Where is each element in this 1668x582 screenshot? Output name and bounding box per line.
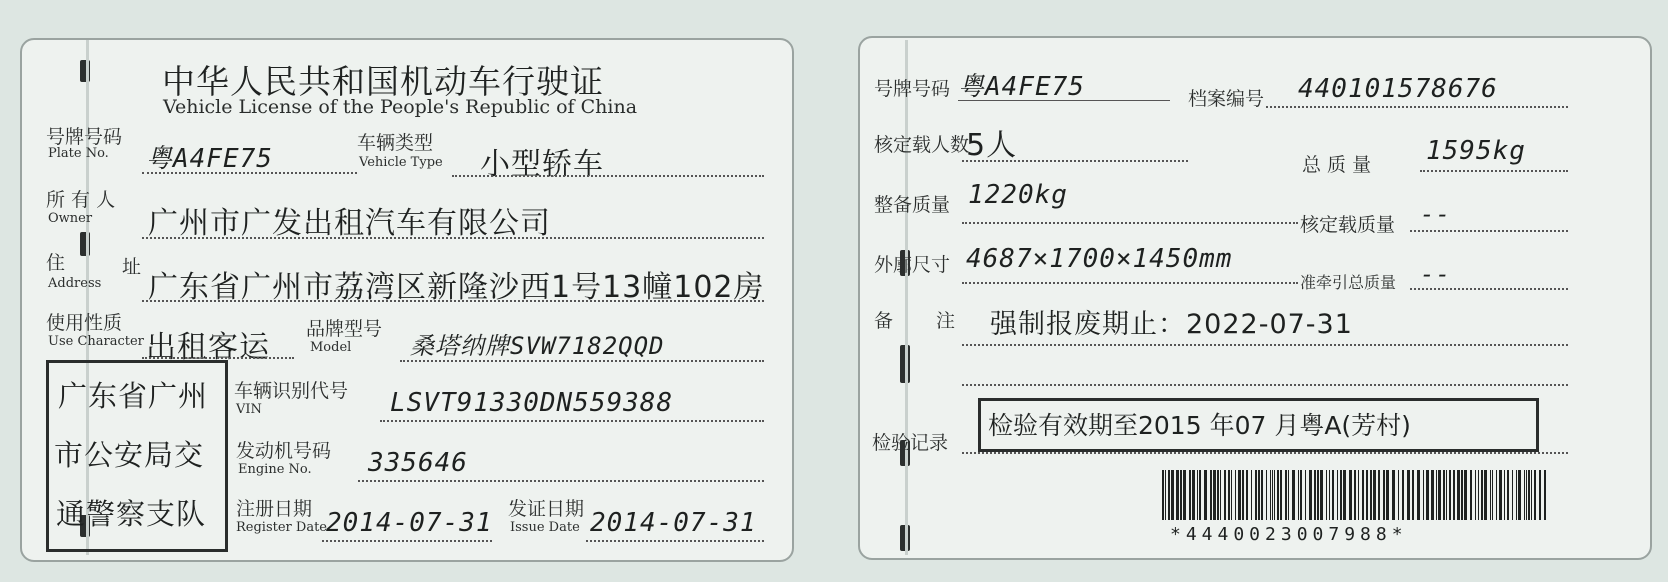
barcode-bar (1340, 470, 1342, 520)
barcode-bar (1288, 470, 1289, 520)
barcode-bar (1176, 470, 1179, 520)
barcode-bar (1438, 470, 1441, 520)
rated-load-value: -- (1420, 200, 1451, 228)
total-mass-value: 1595kg (1426, 136, 1526, 166)
barcode-bar (1464, 470, 1467, 520)
barcode-bar (1231, 470, 1232, 520)
barcode-bar (1266, 470, 1267, 520)
field-underline (1410, 288, 1568, 290)
field-underline (142, 300, 764, 302)
field-underline (962, 344, 1568, 346)
vehicle-type-label-en: Vehicle Type (359, 155, 443, 170)
passengers-value: 5人 (966, 128, 1018, 163)
field-underline (962, 452, 1568, 454)
barcode-bar (1298, 470, 1299, 520)
passengers-label: 核定载人数 (874, 134, 970, 156)
field-underline (1266, 106, 1568, 108)
barcode-bar (1217, 470, 1219, 520)
barcode-bar (1402, 470, 1404, 520)
field-underline (142, 237, 764, 239)
barcode-bar (1220, 470, 1221, 520)
field-underline (1410, 230, 1568, 232)
plate-value: 粤A4FE75 (146, 144, 273, 174)
barcode-bar (1492, 470, 1493, 520)
engine-value: 335646 (368, 448, 468, 478)
barcode-bar (1213, 470, 1216, 520)
file-no-label: 档案编号 (1188, 88, 1265, 110)
barcode-bar (1490, 470, 1491, 520)
barcode-bar (1362, 470, 1364, 520)
back-plate-label: 号牌号码 (874, 78, 951, 100)
barcode-bar (1277, 470, 1279, 520)
vin-value: LSVT91330DN559388 (390, 388, 674, 418)
barcode-bar (1354, 470, 1356, 520)
barcode-bar (1224, 470, 1226, 520)
barcode-bar (1423, 470, 1424, 520)
barcode-bar (1320, 470, 1323, 520)
field-underline (962, 222, 1298, 224)
barcode-bar (1255, 470, 1257, 520)
barcode-bar (1292, 470, 1295, 520)
barcode-bar (1261, 470, 1263, 520)
field-underline (452, 175, 764, 177)
field-underline (142, 357, 294, 359)
issue-date-label-zh: 发证日期 (508, 498, 585, 520)
dimensions-value: 4687×1700×1450mm (966, 244, 1233, 274)
barcode-bar (1332, 470, 1334, 520)
barcode-bar (1309, 470, 1312, 520)
barcode-bar (1358, 470, 1359, 520)
barcode-bar (1531, 470, 1532, 520)
barcode-bar (1518, 470, 1521, 520)
barcode-bar (1449, 470, 1451, 520)
seal-line-2: 市公安局交 (54, 438, 205, 472)
barcode-bar (1528, 470, 1530, 520)
inspection-label: 检验记录 (872, 432, 949, 454)
barcode-bar (1512, 470, 1513, 520)
barcode-bar (1524, 470, 1525, 520)
barcode-bar (1478, 470, 1479, 520)
barcode-bar (1235, 470, 1236, 520)
field-underline (1420, 170, 1568, 172)
barcode-bar (1180, 470, 1182, 520)
seal-line-1: 广东省广州 (58, 379, 209, 413)
field-underline (958, 100, 1170, 101)
barcode-bar (1481, 470, 1483, 520)
barcode-bar (1475, 470, 1476, 520)
barcode-bar (1539, 470, 1541, 520)
barcode-bar (1343, 470, 1346, 520)
barcode-bar (1407, 470, 1410, 520)
barcode-bar (1496, 470, 1497, 520)
engine-label-en: Engine No. (238, 462, 312, 477)
barcode-bar (1183, 470, 1186, 520)
owner-value: 广州市广发出租汽车有限公司 (148, 206, 551, 241)
remarks-label-1: 备 (874, 310, 894, 332)
barcode-bar (1499, 470, 1502, 520)
remarks-value: 强制报废期止：2022-07-31 (990, 309, 1353, 340)
use-character-label-zh: 使用性质 (46, 312, 123, 334)
barcode-bar (1199, 470, 1201, 520)
barcode-bar (1446, 470, 1447, 520)
address-label-zh-1: 住 (46, 252, 66, 274)
barcode-bar (1504, 470, 1505, 520)
barcode-bar (1436, 470, 1437, 520)
plate-label-en: Plate No. (48, 146, 109, 161)
barcode-bar (1383, 470, 1385, 520)
barcode-bar (1274, 470, 1275, 520)
barcode-bar (1366, 470, 1368, 520)
use-character-value: 出租客运 (146, 330, 270, 365)
barcode-bar (1417, 470, 1420, 520)
barcode-bar (1457, 470, 1460, 520)
model-label-en: Model (310, 340, 352, 355)
barcode-bar (1386, 470, 1389, 520)
barcode-bar (1544, 470, 1546, 520)
field-underline (142, 172, 357, 174)
barcode-bar (1251, 470, 1252, 520)
curb-mass-value: 1220kg (968, 180, 1068, 210)
field-underline (586, 540, 764, 542)
address-value: 广东省广州市荔湾区新隆沙西1号13幢102房 (148, 270, 765, 305)
barcode-bar (1285, 470, 1287, 520)
barcode-bar (1337, 470, 1338, 520)
field-underline (380, 420, 764, 422)
address-label-zh-2: 址 (122, 256, 142, 278)
back-plate-value: 粤A4FE75 (958, 72, 1085, 102)
owner-label-zh: 所 有 人 (46, 189, 116, 211)
field-underline (400, 360, 764, 362)
barcode-bar (1210, 470, 1212, 520)
barcode-bar (1162, 470, 1164, 520)
model-value: 桑塔纳牌SVW7182QQD (410, 332, 665, 360)
rated-load-label: 核定载质量 (1300, 214, 1396, 236)
register-date-label-zh: 注册日期 (236, 498, 313, 520)
barcode-digits: *4440023007988* (1170, 524, 1408, 545)
barcode-bar (1228, 470, 1230, 520)
barcode-bar (1526, 470, 1527, 520)
barcode-bar (1534, 470, 1536, 520)
register-date-label-en: Register Date (236, 520, 327, 535)
barcode-bar (1165, 470, 1166, 520)
model-label-zh: 品牌型号 (306, 318, 383, 340)
barcode-bar (1398, 470, 1399, 520)
dimensions-label: 外廓尺寸 (874, 254, 951, 276)
use-character-label-en: Use Character (48, 334, 144, 349)
barcode-bar (1246, 470, 1248, 520)
barcode-bar (1426, 470, 1429, 520)
inspection-value: 检验有效期至2015 年07 月粤A(芳村) (988, 411, 1411, 440)
issue-date-value: 2014-07-31 (590, 508, 757, 538)
license-title-zh: 中华人民共和国机动车行驶证 (162, 62, 604, 101)
barcode-bar (1461, 470, 1463, 520)
file-no-value: 440101578676 (1298, 74, 1498, 104)
towing-mass-value: -- (1420, 260, 1451, 288)
barcode-bar (1507, 470, 1509, 520)
towing-mass-label: 准牵引总质量 (1300, 273, 1397, 292)
remarks-label-2: 注 (936, 310, 956, 332)
vehicle-type-value: 小型轿车 (480, 147, 604, 182)
seal-line-3: 通警察支队 (56, 497, 207, 531)
barcode-bar (1412, 470, 1414, 520)
owner-label-en: Owner (48, 211, 93, 226)
register-date-value: 2014-07-31 (326, 508, 493, 538)
barcode-bar (1392, 470, 1395, 520)
barcode-bar (1242, 470, 1244, 520)
barcode-bar (1168, 470, 1170, 520)
barcode-bar (1197, 470, 1198, 520)
field-underline (322, 540, 492, 542)
barcode-bar (1453, 470, 1455, 520)
barcode-bar (1238, 470, 1241, 520)
barcode-bar (1317, 470, 1319, 520)
issue-date-label-en: Issue Date (510, 520, 580, 535)
engine-label-zh: 发动机号码 (236, 440, 332, 462)
barcode-bar (1270, 470, 1271, 520)
barcode-bar (1373, 470, 1376, 520)
barcode-bar (1370, 470, 1372, 520)
barcode-bar (1189, 470, 1191, 520)
barcode-bar (1516, 470, 1517, 520)
curb-mass-label: 整备质量 (874, 194, 951, 216)
plate-label-zh: 号牌号码 (46, 126, 123, 148)
barcode-bar (1470, 470, 1472, 520)
barcode (1162, 470, 1552, 520)
barcode-bar (1171, 470, 1174, 520)
total-mass-label: 总 质 量 (1302, 154, 1372, 176)
barcode-bar (1443, 470, 1445, 520)
field-underline (358, 480, 764, 482)
barcode-bar (1349, 470, 1352, 520)
barcode-bar (1272, 470, 1273, 520)
barcode-bar (1305, 470, 1306, 520)
vin-label-en: VIN (236, 402, 262, 417)
vin-label-zh: 车辆识别代号 (234, 380, 349, 402)
barcode-bar (1431, 470, 1434, 520)
barcode-bar (1192, 470, 1195, 520)
barcode-bar (1280, 470, 1282, 520)
barcode-bar (1300, 470, 1302, 520)
address-label-en: Address (48, 276, 102, 291)
barcode-bar (1484, 470, 1487, 520)
barcode-bar (1258, 470, 1260, 520)
license-title-en: Vehicle License of the People's Republic of China (163, 96, 638, 118)
barcode-bar (1329, 470, 1330, 520)
barcode-bar (1326, 470, 1327, 520)
barcode-bar (1378, 470, 1380, 520)
field-underline (962, 282, 1298, 284)
field-underline (962, 160, 1188, 162)
field-underline (962, 384, 1568, 386)
barcode-bar (1204, 470, 1207, 520)
barcode-bar (1314, 470, 1316, 520)
fold-line (905, 40, 908, 555)
vehicle-type-label-zh: 车辆类型 (357, 132, 434, 154)
